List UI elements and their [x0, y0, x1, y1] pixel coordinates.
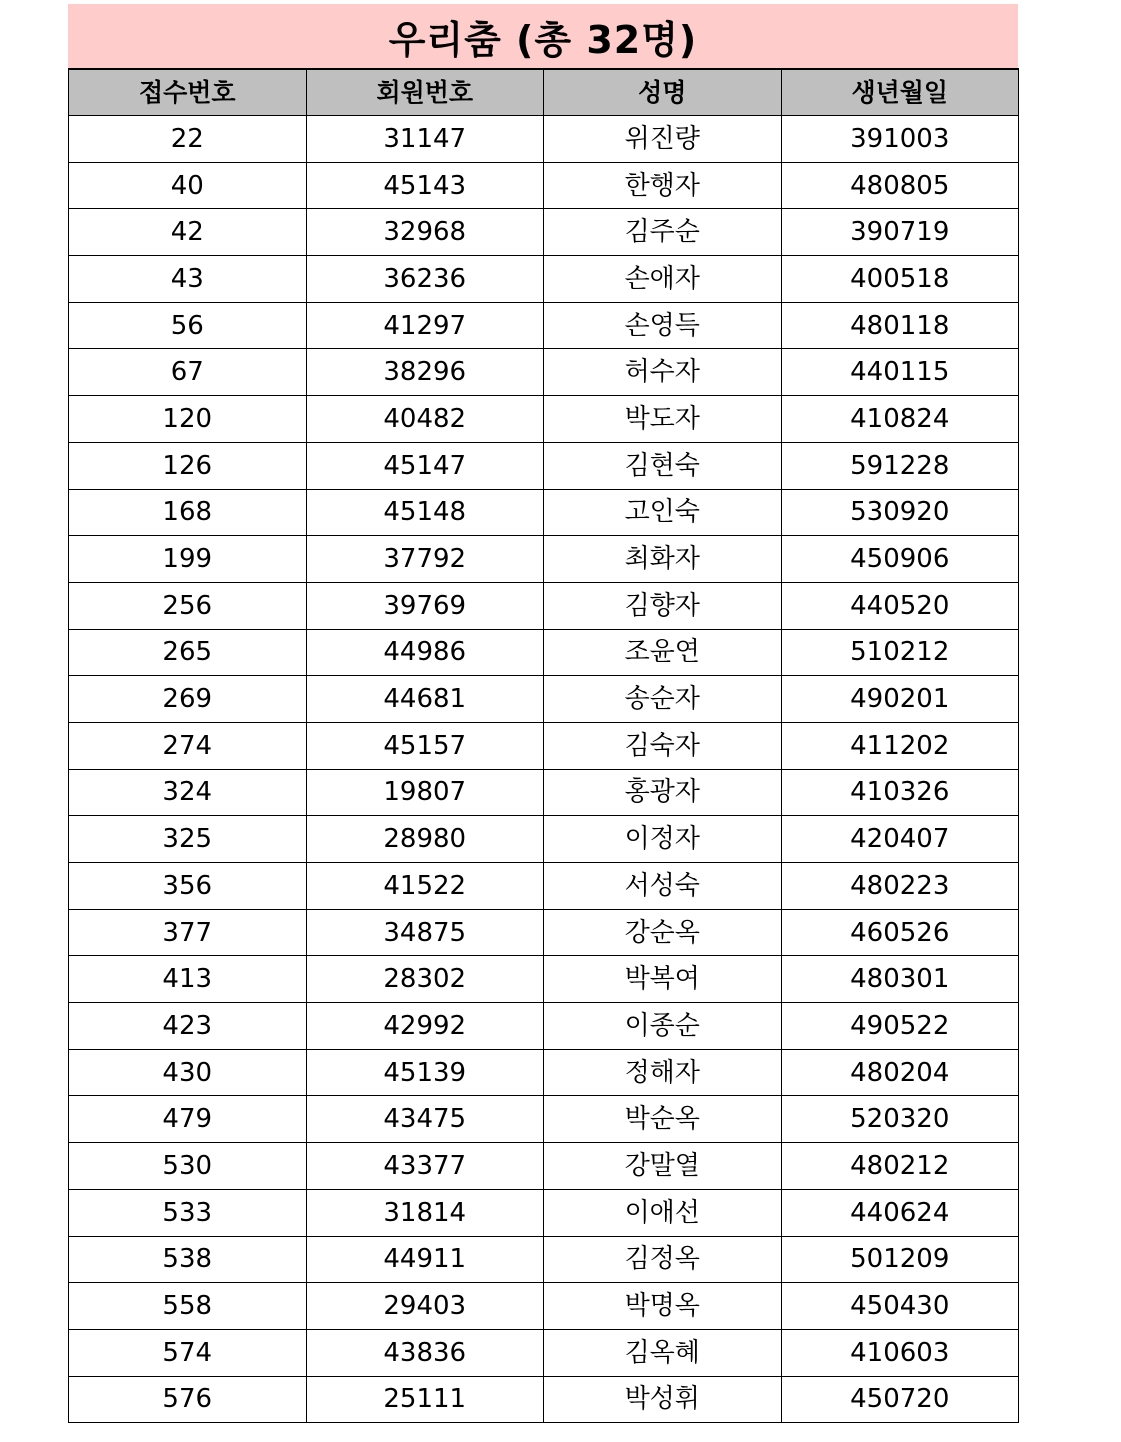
- cell-birth-date: 530920: [781, 489, 1019, 536]
- cell-name: 강말열: [544, 1143, 782, 1190]
- cell-member-number: 45139: [306, 1049, 544, 1096]
- cell-name: 고인숙: [544, 489, 782, 536]
- cell-birth-date: 480301: [781, 956, 1019, 1003]
- cell-receipt-number: 479: [69, 1096, 307, 1143]
- cell-receipt-number: 324: [69, 769, 307, 816]
- table-row: [69, 116, 1019, 163]
- cell-receipt-number: 56: [69, 302, 307, 349]
- cell-member-number: 28302: [306, 956, 544, 1003]
- cell-member-number: 43377: [306, 1143, 544, 1190]
- cell-member-number: 32968: [306, 209, 544, 256]
- table-row: [69, 349, 1019, 396]
- cell-birth-date: 480223: [781, 863, 1019, 910]
- cell-member-number: 45143: [306, 162, 544, 209]
- cell-member-number: 41522: [306, 863, 544, 910]
- table-row: [69, 863, 1019, 910]
- cell-birth-date: 410326: [781, 769, 1019, 816]
- cell-receipt-number: 377: [69, 909, 307, 956]
- cell-birth-date: 480204: [781, 1049, 1019, 1096]
- table-row: [69, 1003, 1019, 1050]
- cell-receipt-number: 168: [69, 489, 307, 536]
- cell-birth-date: 440624: [781, 1189, 1019, 1236]
- cell-name: 김옥혜: [544, 1329, 782, 1376]
- table-row: [69, 209, 1019, 256]
- cell-name: 박성휘: [544, 1376, 782, 1423]
- cell-receipt-number: 530: [69, 1143, 307, 1190]
- cell-name: 한행자: [544, 162, 782, 209]
- table-row: [69, 816, 1019, 863]
- cell-name: 김현숙: [544, 442, 782, 489]
- cell-birth-date: 490201: [781, 676, 1019, 723]
- cell-name: 김주순: [544, 209, 782, 256]
- cell-name: 홍광자: [544, 769, 782, 816]
- cell-receipt-number: 325: [69, 816, 307, 863]
- cell-birth-date: 450906: [781, 536, 1019, 583]
- cell-birth-date: 480212: [781, 1143, 1019, 1190]
- cell-member-number: 45157: [306, 722, 544, 769]
- cell-member-number: 43836: [306, 1329, 544, 1376]
- cell-member-number: 34875: [306, 909, 544, 956]
- table-row: [69, 1143, 1019, 1190]
- cell-member-number: 29403: [306, 1283, 544, 1330]
- table-row: [69, 909, 1019, 956]
- cell-receipt-number: 67: [69, 349, 307, 396]
- cell-name: 박명옥: [544, 1283, 782, 1330]
- cell-receipt-number: 43: [69, 256, 307, 303]
- cell-birth-date: 391003: [781, 116, 1019, 163]
- table-body: [69, 116, 1019, 1423]
- cell-birth-date: 410603: [781, 1329, 1019, 1376]
- cell-member-number: 44986: [306, 629, 544, 676]
- table-row: [69, 1376, 1019, 1423]
- cell-member-number: 43475: [306, 1096, 544, 1143]
- cell-member-number: 41297: [306, 302, 544, 349]
- cell-receipt-number: 120: [69, 396, 307, 443]
- table-row: [69, 1049, 1019, 1096]
- cell-name: 최화자: [544, 536, 782, 583]
- table-row: [69, 536, 1019, 583]
- table-row: [69, 1189, 1019, 1236]
- cell-name: 박순옥: [544, 1096, 782, 1143]
- cell-name: 조윤연: [544, 629, 782, 676]
- header-birth-date: 생년월일: [781, 69, 1019, 116]
- cell-name: 이애선: [544, 1189, 782, 1236]
- cell-receipt-number: 423: [69, 1003, 307, 1050]
- cell-birth-date: 440520: [781, 582, 1019, 629]
- cell-receipt-number: 533: [69, 1189, 307, 1236]
- sheet-title: 우리춤 (총 32명): [68, 4, 1018, 68]
- cell-member-number: 31147: [306, 116, 544, 163]
- cell-receipt-number: 538: [69, 1236, 307, 1283]
- cell-member-number: 31814: [306, 1189, 544, 1236]
- header-receipt-number: 접수번호: [69, 69, 307, 116]
- cell-birth-date: 520320: [781, 1096, 1019, 1143]
- cell-name: 김숙자: [544, 722, 782, 769]
- cell-member-number: 19807: [306, 769, 544, 816]
- cell-member-number: 38296: [306, 349, 544, 396]
- cell-member-number: 39769: [306, 582, 544, 629]
- table-row: [69, 1329, 1019, 1376]
- table-row: [69, 629, 1019, 676]
- cell-birth-date: 591228: [781, 442, 1019, 489]
- table-row: [69, 582, 1019, 629]
- table-row: [69, 722, 1019, 769]
- cell-receipt-number: 42: [69, 209, 307, 256]
- cell-name: 정해자: [544, 1049, 782, 1096]
- table-row: [69, 1283, 1019, 1330]
- cell-birth-date: 450430: [781, 1283, 1019, 1330]
- table-row: [69, 256, 1019, 303]
- cell-member-number: 42992: [306, 1003, 544, 1050]
- cell-receipt-number: 356: [69, 863, 307, 910]
- cell-member-number: 45148: [306, 489, 544, 536]
- cell-name: 허수자: [544, 349, 782, 396]
- cell-name: 강순옥: [544, 909, 782, 956]
- table-row: [69, 956, 1019, 1003]
- cell-birth-date: 411202: [781, 722, 1019, 769]
- cell-member-number: 44681: [306, 676, 544, 723]
- cell-receipt-number: 22: [69, 116, 307, 163]
- cell-name: 손애자: [544, 256, 782, 303]
- member-table: [68, 68, 1019, 1423]
- cell-birth-date: 460526: [781, 909, 1019, 956]
- cell-birth-date: 480805: [781, 162, 1019, 209]
- cell-name: 김향자: [544, 582, 782, 629]
- table-row: [69, 442, 1019, 489]
- header-name: 성명: [544, 69, 782, 116]
- table-row: [69, 1096, 1019, 1143]
- cell-member-number: 28980: [306, 816, 544, 863]
- cell-member-number: 45147: [306, 442, 544, 489]
- table-row: [69, 1236, 1019, 1283]
- cell-name: 위진량: [544, 116, 782, 163]
- roster-sheet: [68, 4, 1018, 1423]
- cell-name: 송순자: [544, 676, 782, 723]
- cell-member-number: 25111: [306, 1376, 544, 1423]
- cell-member-number: 40482: [306, 396, 544, 443]
- table-row: [69, 489, 1019, 536]
- cell-birth-date: 390719: [781, 209, 1019, 256]
- cell-receipt-number: 558: [69, 1283, 307, 1330]
- cell-birth-date: 510212: [781, 629, 1019, 676]
- cell-name: 이종순: [544, 1003, 782, 1050]
- cell-member-number: 36236: [306, 256, 544, 303]
- cell-birth-date: 440115: [781, 349, 1019, 396]
- cell-member-number: 44911: [306, 1236, 544, 1283]
- cell-name: 손영득: [544, 302, 782, 349]
- cell-receipt-number: 574: [69, 1329, 307, 1376]
- cell-receipt-number: 413: [69, 956, 307, 1003]
- cell-receipt-number: 265: [69, 629, 307, 676]
- cell-birth-date: 400518: [781, 256, 1019, 303]
- cell-receipt-number: 40: [69, 162, 307, 209]
- cell-birth-date: 410824: [781, 396, 1019, 443]
- cell-birth-date: 490522: [781, 1003, 1019, 1050]
- cell-name: 박도자: [544, 396, 782, 443]
- cell-receipt-number: 430: [69, 1049, 307, 1096]
- table-row: [69, 676, 1019, 723]
- cell-birth-date: 480118: [781, 302, 1019, 349]
- cell-name: 서성숙: [544, 863, 782, 910]
- cell-receipt-number: 126: [69, 442, 307, 489]
- cell-name: 이정자: [544, 816, 782, 863]
- table-row: [69, 302, 1019, 349]
- table-row: [69, 769, 1019, 816]
- header-row: [69, 69, 1019, 116]
- cell-receipt-number: 274: [69, 722, 307, 769]
- table-row: [69, 162, 1019, 209]
- cell-receipt-number: 199: [69, 536, 307, 583]
- cell-name: 김정옥: [544, 1236, 782, 1283]
- header-member-number: 회원번호: [306, 69, 544, 116]
- table-row: [69, 396, 1019, 443]
- cell-member-number: 37792: [306, 536, 544, 583]
- cell-receipt-number: 576: [69, 1376, 307, 1423]
- cell-birth-date: 501209: [781, 1236, 1019, 1283]
- cell-name: 박복여: [544, 956, 782, 1003]
- cell-receipt-number: 269: [69, 676, 307, 723]
- cell-birth-date: 420407: [781, 816, 1019, 863]
- cell-receipt-number: 256: [69, 582, 307, 629]
- cell-birth-date: 450720: [781, 1376, 1019, 1423]
